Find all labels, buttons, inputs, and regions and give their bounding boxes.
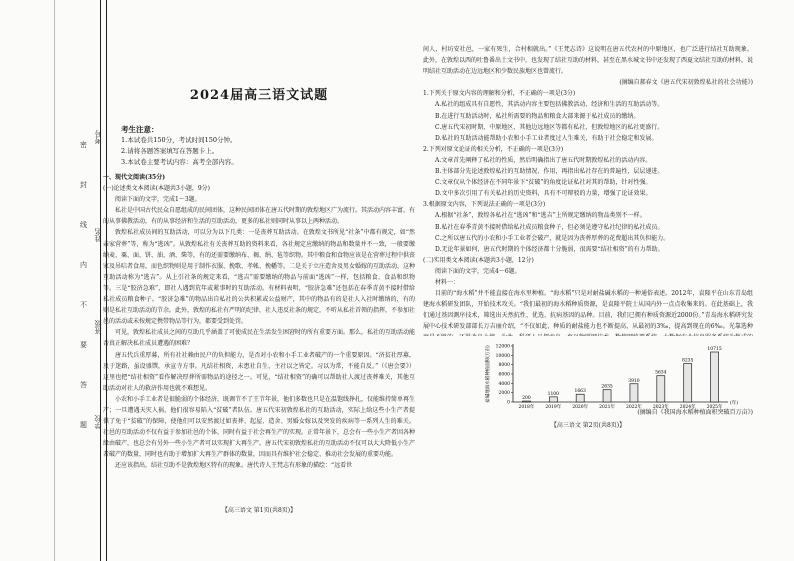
paragraph: 还应该指出，结社互助不是敦煌地区特有的现象。唐代诗人王梵志有形象的描绘：“远看世 [115,462,353,470]
option: D.无论年景如何，唐五代时期的个体经济都十分脆弱，很需要“结社相资”的有力帮助。 [435,245,664,253]
class-label: 班级 [94,320,102,334]
bar-2018年 [522,401,530,402]
option: A.根据“社条”，敦煌各私社在“逃凶”和“逃吉”上所规定缴纳的物品类别不一样。 [435,212,646,220]
y-tick-label: 0 [507,400,510,406]
seal-char: 不 [80,301,87,309]
paragraph: 唐五代兵重厚募，所有社社赖由民户的负担能力，是否对小农和小手工业者破产的一个重要原因。“济贫社厚募，及于迷路，虽设盛馔，承宣寺方事。凡结社相资，未患社自生，主社以之皆定。习以为常，不能自反。”（《唐会要》）这里也把“结社相资”看作解决厚葬所需物品的途径之一。可见，“结社相资”的确可以帮助社人渡过丧葬难关，其他互助活动对社人的救济作用也就不难想见。 [103,351,415,392]
page-footer: 【高三语文 第2页(共8页)】 [550,422,626,429]
section-heading: 一、现代文阅读(35分) [103,174,166,181]
option: D.文中多次引用了有关私社的历史资料，具有不可辩驳的力量，增强了论证效果。 [435,190,652,198]
data-label: 3910 [628,378,640,384]
right-body [423,44,753,336]
data-label: 10715 [707,346,722,352]
name-label: 姓名 [94,228,102,242]
left-body [103,172,415,502]
notice-heading: 考生注意： [121,125,159,134]
data-label: 200 [522,396,531,402]
bar-2021年 [603,390,611,402]
seal-char: 要 [80,341,87,349]
school-label: 学校 [94,415,102,429]
option: C.文章仅从个体经济在不同年景下“贫破”的角度论证私社对其的帮助，针对性强。 [435,179,652,187]
paragraph: 间人，村坊安社邑，一家有死生，合村相就出。”《王梵志诗》这说明在唐五代农村的中原地区，也广泛进行结社互助现象。此外，在敦煌以西的吐鲁番出土文书中，也发现了结社互助的材料，甚至在黑水城文书中还发现了西夏文结社互助的材料，说明结社互助活动在边远地区和少数民族地区也曾流行。 [423,46,753,76]
bar-2023年 [657,376,665,402]
paragraph: 私社是中国古代民众自愿组成的民间团体，这种民间团体在唐五代时期的敦煌地区广为流行。其活动内容丰富，有的从事佛教活动，有的从事经济和生活的互助活动，更多的私社则同时从事以上两种活动。 [103,207,415,226]
y-tick-label: 2000 [498,391,510,397]
chart-source: (摘编自《我国海水稻种植面积突破百万亩》) [637,409,753,416]
x-tick-label: 2023年 [652,405,669,410]
page-footer: 【高三语文 第1页(共8页)】 [221,507,297,514]
data-label: 1100 [547,391,560,397]
paragraph: 小农和小手工业者是很脆弱的个体经济，既调节不了王节年景，他们多数也只是在温饱线挣扎，仅能维持简单再生产；一旦遭遇天灾人祸，他们很容易陷入“贫破”者队伍。唐五代宋初敦煌私社的互助活动，实际上给这些小生产者提供了免于“贫破”的保障，使他们可以安然渡过如丧葬、起屋、造舍、男婚女嫁以及突发的疾病等一系列人生的难关。社邑的互助活动不仅有益于参加社邑的个体，同时有益于社会再生产的实现。正常年景下，总会有一些小生产者因各种缘由破产，也总会有另外一些小生产者可以实现扩大再生产。唐五代宋初敦煌私社的互助活动不仅可以大大降低小生产者破产的数量，同时也有助于增加扩大再生产群体的数量，因而具有维护社会稳定、推动社会发展的重要功能。 [103,395,415,459]
option: C.之所以唐五代的小农和小手工业者会破产，就是因为丧葬厚葬的花费超出其负担能力。 [435,234,670,242]
seal-char: 内 [80,261,87,269]
subsection-heading: (二)实用类文本阅读(本题共3小题，12分) [423,256,534,264]
data-label: 2635 [601,384,613,390]
option: A.文章首先阐释了私社的性质，然后明确指出了唐五代时期敦煌私社的活动内容。 [435,156,652,164]
bar-2025年 [711,352,719,402]
seal-char: 线 [80,221,87,229]
option: B.私社在春季青黄不接时借给私社成员粮食种子，但必须是遵守私社纪律的私社成员。 [435,223,664,231]
y-tick-label: 8000 [498,363,510,369]
paragraph: 敦煌私社成员间的互助活动，可以分为以下几类：一是丧葬互助活动。在敦煌文书所见“社条”中都有规定，如“然亲家营葬”等，称为“逃凶”。从敦煌私社有关丧葬互助的资料来看，各社规定应缴纳的物品和数量并不一致，一般要缴纳麦、粟、面、饼、油、酒、柴等，有的还需要缴纳布、褐、绢、毡等织物。其中粮食和食物应该是在营葬过程中供丧家及吊唁者食用，而色织物则是用于制作衣服、挽歌、孝帐、挽幡等。二是关于立庄造舍及男女婚嫁的互助活动，这种互助活动称为“逃吉”。从上引社条的规定来看，“逃吉”需要缴纳的物品与前面“逃凶”一样，包括粮食、食品和织物等。三是“胶济急难”，即社人遇到荒年或紧事时的互助活动。有材料表明，“胶济急难”还包括在春季青黄不接时借给私社成员粮食种子。“胶济急难”的物品出自私社的公共积累或公益财产，其中的物品有的是社人入社时缴纳的，有的则是私社互助活动的节余。此外，敦煌的私社有严明的纪律，社人违反社条的规定，不听从私社首领的指挥，不参加社邑的活动或未按规定携带物品等行为，都要受到处罚。 [103,229,415,326]
y-tick-label: 10000 [495,353,510,359]
seal-char: 题 [80,421,87,429]
data-label: 5634 [655,370,667,376]
material-label: 材料一： [435,278,460,286]
seal-char: 答 [80,381,87,389]
x-tick-label: 2021年 [599,405,616,410]
question-stem: 2.下列对原文论证的相关分析，不正确的一项是(3分) [423,145,564,153]
y-tick-label: 4000 [498,381,510,387]
x-axis-label: (年) [730,401,739,406]
option: C.唐五代宋初时期，中原地区、其他边远地区等都有私社，但敦煌地区的私社更盛行。 [435,123,664,131]
x-tick-label: 2018年 [518,405,535,410]
x-tick-label: 2024年 [679,405,696,410]
seal-line-text [80,140,90,430]
subsection-heading: (一)论述类文本阅读(本题共3小题，9分) [103,185,210,193]
notice-item: 3.本试卷主要考试内容：高考全部内容。 [121,158,238,166]
option: A.私社的组成具有自愿性，其活动内容主要包括佛教活动、经济和生活的互助活动等。 [435,101,664,109]
exam-number-label: 考号 [94,130,102,144]
option: D.私社的互助活动能帮助小农和小手工业者度过人生难关，有助于社会稳定和发展。 [435,134,658,142]
bar-2022年 [630,384,638,402]
bar-2024年 [684,364,692,402]
notice-box [121,124,238,168]
instruction: 阅读下面的文字，完成4～6题。 [435,267,521,275]
y-tick-label: 6000 [498,372,510,378]
notice-item: 2.请将各题答案填写在答题卡上。 [121,147,219,155]
paragraph: 可见，敦煌私社成员之间的互助几乎涵盖了可使成民在生活发生困窘时的所有重要方面。那么，私社的互助活动能否真正解决私社成员遭遇的困难？ [103,329,415,348]
x-tick-label: 2020年 [572,405,589,410]
data-label: 1663 [574,389,586,395]
seal-char: 密 [80,141,87,149]
material-text: 目前的“海水稻”并不能直接在海水里种植。“海水稻”只是对耐盐碱水稻的一种通俗表述。2012年，袁隆平在山东青岛组建海水稻研发团队，开始技术攻关。“我们最初的海水稻种质资源，是袁隆平院士从国内外一点点收集来的。在此基础上，我们通过基因测序技术，筛选出天然抗性、优选、抗病基因的品种。目前，我们已拥有种质资源近2000份。”青岛海水稻研究发展中心技术研发部部长万吉丽介绍，“不仅如此，种质的耐盐能力也不断提高，从最初的3‰，提高到现在的6‰。光靠选种 [423,290,753,331]
notice-item: 1.本试卷共150分，考试时间150分钟。 [121,136,237,144]
question-stem: 1.下列关于原文内容的理解和分析，不正确的一项是(3分) [423,90,576,98]
bar-2020年 [576,394,584,402]
source-note: (摘编自郝春文《唐五代宋初敦煌私社的社会功能》) [619,79,753,87]
seal-char: 封 [80,181,87,189]
x-tick-label: 2025年 [706,405,723,410]
x-tick-label: 2022年 [625,405,642,410]
question-stem: 3.根据原文内容，下列说法正确的一项是(3分) [423,201,546,209]
planting-area-bar-chart [483,338,743,410]
instruction: 阅读下面的文字，完成1～3题。 [115,196,201,204]
option: B.主体部分先论述敦煌私社的互助情况、作用，再指出私社存在的普遍性，层层递进。 [435,168,664,176]
bar-2019年 [549,397,557,402]
exam-title: 2024届高三语文试题 [189,88,329,103]
option: B.在进行互助活动时，私社所需要的物品和粮食大部来源于私社成员的缴纳。 [435,112,640,120]
y-tick-label: 12000 [495,344,510,350]
y-axis-label: 盐碱地海水稻种植面积(万亩) [486,345,491,403]
x-tick-label: 2019年 [545,405,562,410]
data-label: 8235 [681,358,694,364]
